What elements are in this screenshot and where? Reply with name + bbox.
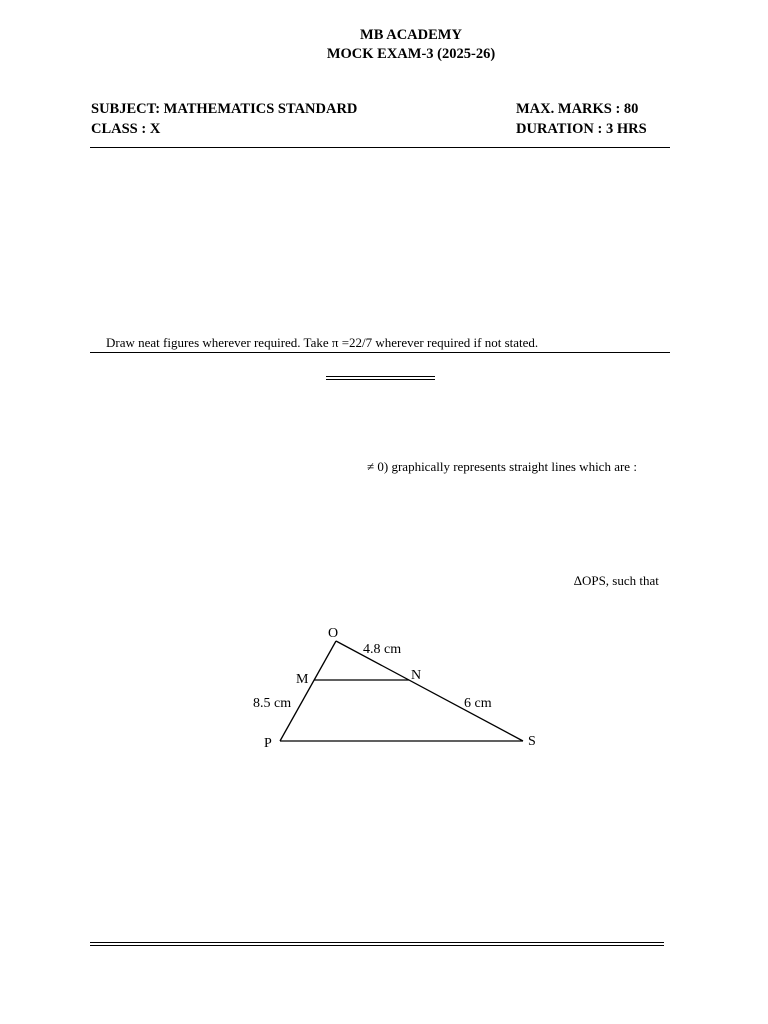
measure-ns: 6 cm: [464, 696, 492, 711]
measure-pm: 8.5 cm: [253, 696, 292, 711]
exam-title: MOCK EXAM-3 (2025-26): [326, 46, 496, 62]
subject-label: SUBJECT: MATHEMATICS STANDARD: [91, 101, 358, 117]
class-label: CLASS : X: [91, 121, 161, 137]
question-fragment-lines: ≠ 0) graphically represents straight lines which are :: [367, 459, 637, 474]
instruction-line: Draw neat figures wherever required. Take π =22/7 wherever required if not stated.: [106, 335, 539, 350]
measure-on: 4.8 cm: [363, 642, 402, 657]
vertex-label-p: P: [264, 736, 272, 751]
side-op: [280, 641, 336, 741]
vertex-label-n: N: [411, 668, 422, 683]
school-name: MB ACADEMY: [360, 27, 462, 43]
duration-label: DURATION : 3 HRS: [516, 121, 647, 137]
max-marks-label: MAX. MARKS : 80: [516, 101, 639, 117]
vertex-label-s: S: [528, 734, 536, 749]
footer-rule-bottom: [90, 945, 664, 946]
vertex-label-o: O: [328, 626, 339, 641]
vertex-label-m: M: [296, 672, 309, 687]
question-fragment-triangle: ∆OPS, such that: [574, 573, 659, 588]
footer-rule-top: [90, 942, 664, 943]
